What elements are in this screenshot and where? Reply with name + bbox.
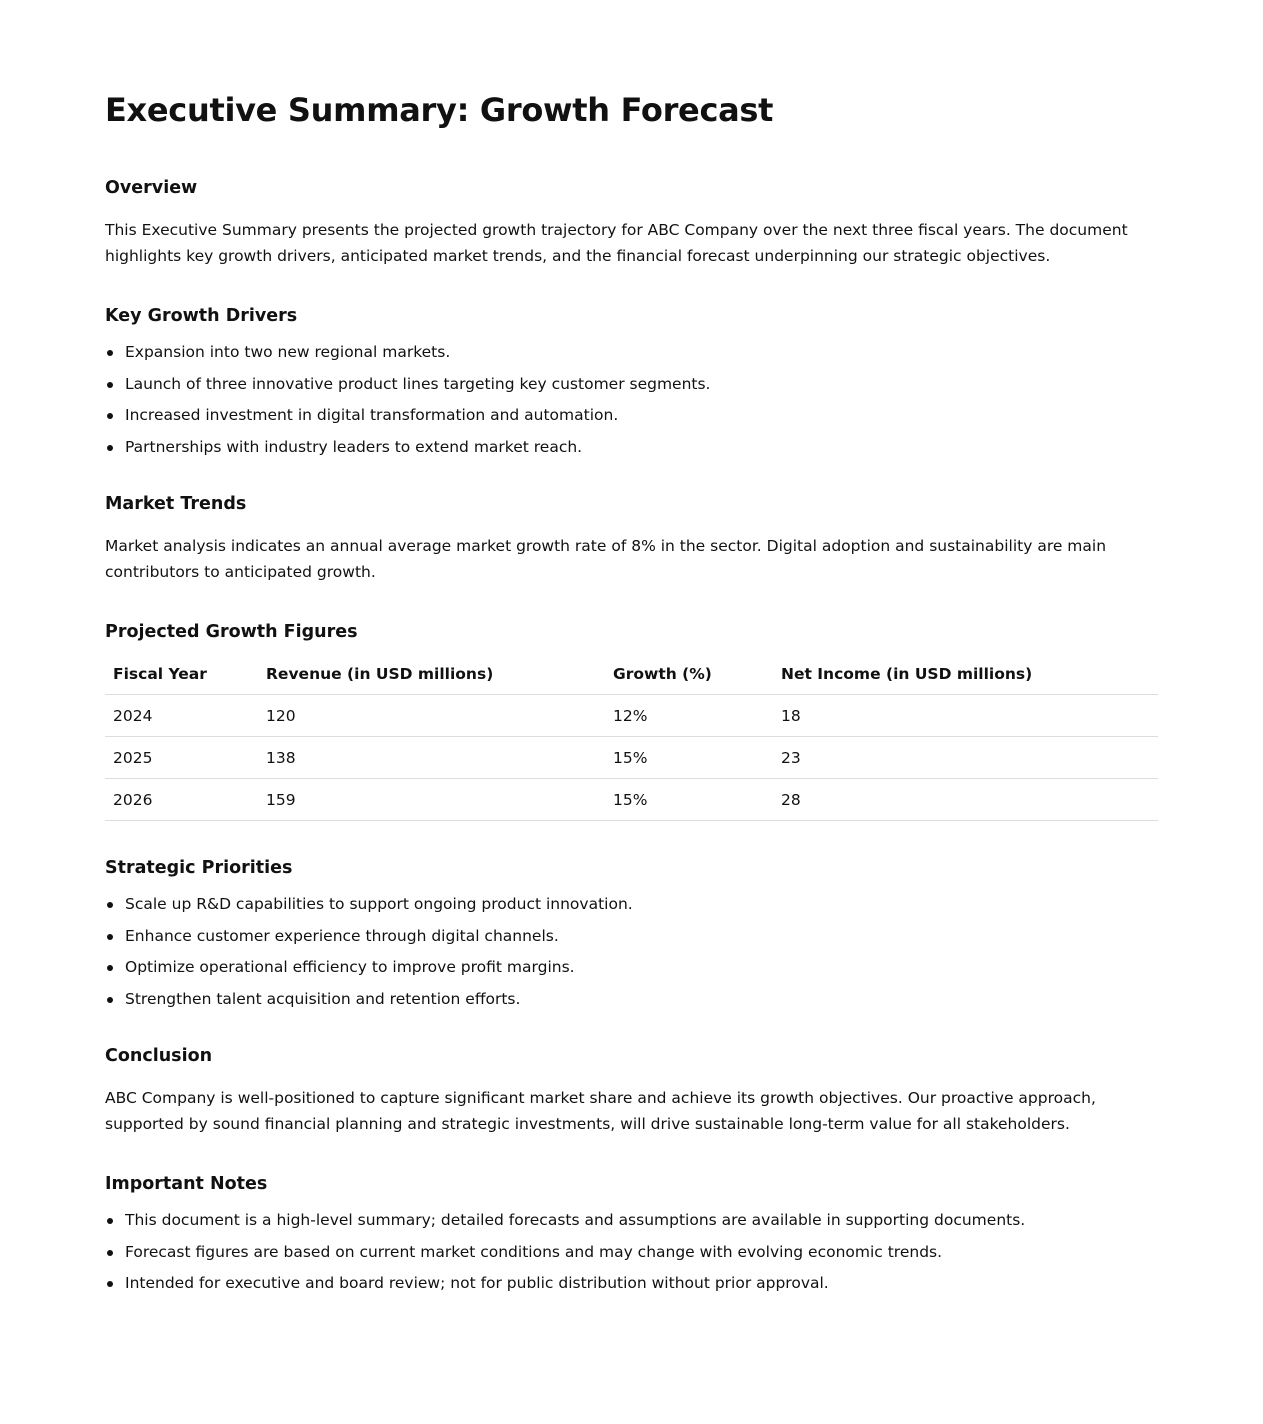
market-trends-heading: Market Trends (105, 494, 247, 514)
column-header: Fiscal Year (105, 654, 258, 695)
page-title: Executive Summary: Growth Forecast (105, 91, 774, 129)
list-item: Optimize operational efficiency to improve profit margins. (105, 957, 1158, 978)
market-trends-text: Market analysis indicates an annual average market growth rate of 8% in the sector. Digital adoption and sustainability are main contributors to anticipated growth. (105, 537, 1107, 581)
table-cell: 2025 (105, 737, 258, 779)
table-header-row (105, 654, 1158, 695)
growth-drivers-list (105, 342, 1158, 458)
overview-heading: Overview (105, 178, 198, 198)
column-header: Net Income (in USD millions) (773, 654, 1158, 695)
document-page (105, 0, 1158, 1294)
table-cell: 159 (258, 779, 605, 821)
projected-figures-section (105, 620, 1158, 821)
conclusion-text: ABC Company is well-positioned to capture significant market share and achieve its growth objectives. Our proactive approach, supported by sound financial planning and strategic investments, will drive sustainable long-term value for all stakeholders. (105, 1089, 1096, 1133)
list-item: Forecast figures are based on current market conditions and may change with evolving economic trends. (105, 1242, 1158, 1263)
list-item: This document is a high-level summary; detailed forecasts and assumptions are available in supporting documents. (105, 1210, 1158, 1231)
table-row (105, 737, 1158, 779)
table-cell: 2026 (105, 779, 258, 821)
table-cell: 15% (605, 779, 773, 821)
growth-drivers-section (105, 304, 1158, 458)
list-item: Enhance customer experience through digital channels. (105, 926, 1158, 947)
list-item: Partnerships with industry leaders to extend market reach. (105, 437, 1158, 458)
list-item: Intended for executive and board review; not for public distribution without prior approval. (105, 1273, 1158, 1294)
important-notes-section (105, 1172, 1158, 1294)
growth-drivers-heading: Key Growth Drivers (105, 306, 298, 326)
table-row (105, 779, 1158, 821)
table-cell: 15% (605, 737, 773, 779)
table-cell: 138 (258, 737, 605, 779)
important-notes-heading: Important Notes (105, 1174, 268, 1194)
list-item: Scale up R&D capabilities to support ongoing product innovation. (105, 894, 1158, 915)
list-item: Strengthen talent acquisition and retention efforts. (105, 989, 1158, 1010)
column-header: Revenue (in USD millions) (258, 654, 605, 695)
strategic-priorities-list (105, 894, 1158, 1010)
table-cell: 18 (773, 695, 1158, 737)
overview-section (105, 176, 1158, 269)
list-item: Expansion into two new regional markets. (105, 342, 1158, 363)
projected-figures-table (105, 654, 1158, 821)
strategic-priorities-heading: Strategic Priorities (105, 858, 293, 878)
market-trends-section (105, 492, 1158, 585)
overview-text: This Executive Summary presents the projected growth trajectory for ABC Company over the next three fiscal years. The document highlights key growth drivers, anticipated market trends, and the financial forecast underpinning our strategic objectives. (105, 221, 1128, 265)
important-notes-list (105, 1210, 1158, 1294)
table-row (105, 695, 1158, 737)
list-item: Increased investment in digital transformation and automation. (105, 405, 1158, 426)
strategic-priorities-section (105, 856, 1158, 1010)
conclusion-section (105, 1044, 1158, 1137)
table-cell: 12% (605, 695, 773, 737)
table-cell: 23 (773, 737, 1158, 779)
list-item: Launch of three innovative product lines targeting key customer segments. (105, 374, 1158, 395)
table-cell: 28 (773, 779, 1158, 821)
conclusion-heading: Conclusion (105, 1046, 213, 1066)
table-cell: 120 (258, 695, 605, 737)
column-header: Growth (%) (605, 654, 773, 695)
projected-figures-heading: Projected Growth Figures (105, 622, 358, 642)
table-cell: 2024 (105, 695, 258, 737)
